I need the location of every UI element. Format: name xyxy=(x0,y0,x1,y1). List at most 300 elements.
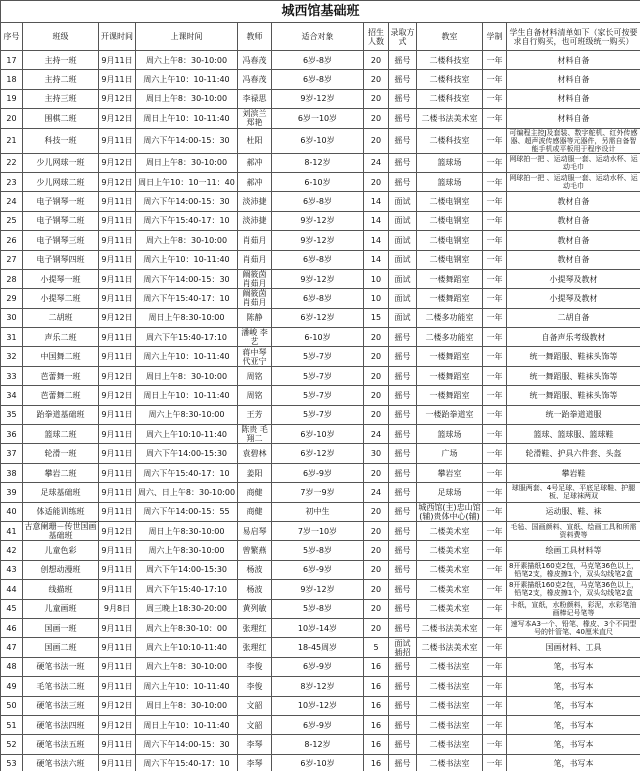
cell-schedule: 周六上午10：10-11:40 xyxy=(136,677,238,696)
cell-index: 23 xyxy=(1,172,23,191)
cell-class: 体适能训练班 xyxy=(23,502,99,521)
cell-age-range: 9岁-12岁 xyxy=(272,89,364,108)
cell-classroom: 二楼电钢室 xyxy=(417,250,483,269)
table-row xyxy=(1,386,640,405)
table-row xyxy=(1,308,640,327)
cell-schedule: 周六上午8：30-10:00 xyxy=(136,231,238,250)
table-row xyxy=(1,109,640,128)
cell-age-range: 5岁-7岁 xyxy=(272,366,364,385)
cell-duration: 一年 xyxy=(483,128,507,153)
cell-index: 28 xyxy=(1,269,23,288)
cell-age-range: 10岁-14岁 xyxy=(272,618,364,637)
cell-duration: 一年 xyxy=(483,70,507,89)
cell-age-range: 6岁-9岁 xyxy=(272,715,364,734)
cell-teacher: 姜阳 xyxy=(238,463,272,482)
cell-classroom: 广场 xyxy=(417,444,483,463)
table-row xyxy=(1,541,640,560)
cell-schedule: 周六上午8:30-10：00 xyxy=(136,618,238,637)
header-duration: 学制 xyxy=(483,23,507,51)
cell-index: 21 xyxy=(1,128,23,153)
cell-duration: 一年 xyxy=(483,51,507,70)
cell-class: 声乐二班 xyxy=(23,328,99,347)
cell-schedule: 周六下午14:00-15：30 xyxy=(136,128,238,153)
cell-class: 硬笔书法三班 xyxy=(23,696,99,715)
cell-teacher: 杨波 xyxy=(238,560,272,579)
cell-duration: 一年 xyxy=(483,638,507,657)
table-title: 城西馆基础班 xyxy=(1,1,640,23)
cell-class: 主持一班 xyxy=(23,51,99,70)
cell-materials: 球服两套、4号足球、平底足球鞋、护腿板、足球袜两双 xyxy=(507,483,640,502)
cell-index: 25 xyxy=(1,211,23,230)
table-body xyxy=(1,51,640,771)
cell-schedule: 周六下午14:00-15：30 xyxy=(136,735,238,754)
cell-enrollment: 20 xyxy=(364,70,389,89)
table-row xyxy=(1,51,640,70)
cell-schedule: 周三晚上18:30-20:00 xyxy=(136,599,238,618)
cell-start-date: 9月11日 xyxy=(99,405,136,424)
cell-start-date: 9月11日 xyxy=(99,128,136,153)
cell-materials: 笔，书写本 xyxy=(507,715,640,734)
cell-duration: 一年 xyxy=(483,308,507,327)
cell-start-date: 9月12日 xyxy=(99,386,136,405)
cell-classroom: 二楼美术室 xyxy=(417,599,483,618)
cell-materials: 卡纸，宣纸，水粉颜料，彩泥，水彩笔油画棒记号笔等 xyxy=(507,599,640,618)
cell-classroom: 篮球场 xyxy=(417,425,483,444)
cell-enrollment: 14 xyxy=(364,250,389,269)
cell-enrollment: 20 xyxy=(364,521,389,540)
cell-teacher: 王芳 xyxy=(238,405,272,424)
cell-class: 硬笔书法一班 xyxy=(23,657,99,676)
cell-schedule: 周日上午8：30-10:00 xyxy=(136,89,238,108)
cell-materials: 国画材料、工具 xyxy=(507,638,640,657)
cell-class: 攀岩二班 xyxy=(23,463,99,482)
table-row xyxy=(1,269,640,288)
cell-index: 47 xyxy=(1,638,23,657)
table-row xyxy=(1,405,640,424)
cell-index: 49 xyxy=(1,677,23,696)
cell-classroom: 二楼书法室 xyxy=(417,735,483,754)
cell-classroom: 二楼书法室 xyxy=(417,715,483,734)
cell-teacher: 李俊 xyxy=(238,657,272,676)
cell-enrollment: 20 xyxy=(364,386,389,405)
cell-index: 43 xyxy=(1,560,23,579)
cell-teacher: 潘峻 李艺 xyxy=(238,328,272,347)
cell-index: 40 xyxy=(1,502,23,521)
cell-admission: 摇号 xyxy=(389,463,417,482)
cell-materials: 笔，书写本 xyxy=(507,735,640,754)
table-row xyxy=(1,250,640,269)
cell-index: 44 xyxy=(1,580,23,599)
cell-teacher: 文韶 xyxy=(238,696,272,715)
cell-schedule: 周六上午10：10-11:40 xyxy=(136,347,238,366)
cell-age-range: 8岁-12岁 xyxy=(272,677,364,696)
cell-classroom: 一楼跆拳道室 xyxy=(417,405,483,424)
cell-materials: 材料自备 xyxy=(507,109,640,128)
cell-classroom: 二楼科技室 xyxy=(417,51,483,70)
header-age-range: 适合对象 xyxy=(272,23,364,51)
cell-schedule: 周六下午14:00-15：30 xyxy=(136,192,238,211)
cell-age-range: 7岁一10岁 xyxy=(272,521,364,540)
cell-index: 33 xyxy=(1,366,23,385)
cell-schedule: 周日上午10：10一11：40 xyxy=(136,172,238,191)
cell-class: 主持二班 xyxy=(23,70,99,89)
cell-enrollment: 16 xyxy=(364,696,389,715)
cell-index: 39 xyxy=(1,483,23,502)
cell-duration: 一年 xyxy=(483,502,507,521)
cell-materials: 运动服、鞋、袜 xyxy=(507,502,640,521)
cell-classroom: 二楼多功能室 xyxy=(417,328,483,347)
cell-materials: 绘画工具材料等 xyxy=(507,541,640,560)
cell-admission: 摇号 xyxy=(389,618,417,637)
cell-enrollment: 5 xyxy=(364,638,389,657)
cell-age-range: 6岁-10岁 xyxy=(272,754,364,771)
cell-duration: 一年 xyxy=(483,192,507,211)
cell-classroom: 一楼舞蹈室 xyxy=(417,347,483,366)
cell-classroom: 二楼科技室 xyxy=(417,128,483,153)
cell-enrollment: 20 xyxy=(364,109,389,128)
cell-class: 电子钢琴三班 xyxy=(23,231,99,250)
header-admission: 录取方式 xyxy=(389,23,417,51)
cell-materials: 网球拍一把 、运动服一套、运动水杯、运动毛巾 xyxy=(507,153,640,172)
cell-enrollment: 16 xyxy=(364,657,389,676)
cell-start-date: 9月8日 xyxy=(99,599,136,618)
table-row xyxy=(1,521,640,540)
cell-classroom: 一楼舞蹈室 xyxy=(417,366,483,385)
cell-materials: 小提琴及教材 xyxy=(507,289,640,308)
cell-admission: 摇号 xyxy=(389,386,417,405)
cell-start-date: 9月11日 xyxy=(99,231,136,250)
cell-age-range: 初中生 xyxy=(272,502,364,521)
cell-age-range: 6岁-8岁 xyxy=(272,250,364,269)
cell-materials: 网球拍一把 、运动服一套、运动水杯、运动毛巾 xyxy=(507,172,640,191)
cell-teacher: 陈静 xyxy=(238,308,272,327)
cell-class: 硬笔书法六班 xyxy=(23,754,99,771)
cell-start-date: 9月11日 xyxy=(99,677,136,696)
cell-enrollment: 20 xyxy=(364,128,389,153)
cell-admission: 面试 xyxy=(389,250,417,269)
cell-materials: 速写本A3一个、铅笔、橡皮、3个不同型号的针管笔、40厘米直尺 xyxy=(507,618,640,637)
cell-start-date: 9月11日 xyxy=(99,541,136,560)
cell-admission: 摇号 xyxy=(389,580,417,599)
cell-materials: 小提琴及教材 xyxy=(507,269,640,288)
cell-schedule: 周日上午8：30-10:00 xyxy=(136,366,238,385)
table-row xyxy=(1,289,640,308)
cell-classroom: 二楼书法室 xyxy=(417,696,483,715)
cell-admission: 摇号 xyxy=(389,153,417,172)
cell-class: 电子钢琴一班 xyxy=(23,192,99,211)
cell-age-range: 6岁一10岁 xyxy=(272,109,364,128)
table-row xyxy=(1,638,640,657)
cell-class: 国画二班 xyxy=(23,638,99,657)
cell-duration: 一年 xyxy=(483,386,507,405)
cell-duration: 一年 xyxy=(483,599,507,618)
cell-enrollment: 20 xyxy=(364,463,389,482)
cell-duration: 一年 xyxy=(483,328,507,347)
cell-enrollment: 20 xyxy=(364,580,389,599)
cell-admission: 摇号 xyxy=(389,599,417,618)
table-row xyxy=(1,618,640,637)
cell-admission: 面试 xyxy=(389,308,417,327)
cell-schedule: 周日上午10：10-11:40 xyxy=(136,386,238,405)
cell-start-date: 9月11日 xyxy=(99,502,136,521)
cell-materials: 统一舞蹈服、鞋袜头饰等 xyxy=(507,386,640,405)
cell-index: 41 xyxy=(1,521,23,540)
cell-materials: 教材自备 xyxy=(507,231,640,250)
cell-duration: 一年 xyxy=(483,618,507,637)
cell-schedule: 周六下午14:00-15:30 xyxy=(136,560,238,579)
cell-index: 29 xyxy=(1,289,23,308)
cell-index: 50 xyxy=(1,696,23,715)
cell-materials: 统一舞蹈服、鞋袜头饰等 xyxy=(507,347,640,366)
cell-classroom: 二楼电钢室 xyxy=(417,192,483,211)
cell-class: 国画一班 xyxy=(23,618,99,637)
cell-enrollment: 10 xyxy=(364,289,389,308)
cell-admission: 摇号 xyxy=(389,172,417,191)
cell-schedule: 周六下午14:00-15:30 xyxy=(136,444,238,463)
cell-classroom: 篮球场 xyxy=(417,172,483,191)
cell-classroom: 二楼多功能室 xyxy=(417,308,483,327)
cell-start-date: 9月11日 xyxy=(99,444,136,463)
cell-enrollment: 20 xyxy=(364,599,389,618)
cell-materials: 可编程主控J及套装、数字舵机、红外传感器、超声波传感器等元器件，另需自备智能手机或平板用于程序设计 xyxy=(507,128,640,153)
cell-start-date: 9月12日 xyxy=(99,521,136,540)
cell-admission: 摇号 xyxy=(389,735,417,754)
cell-materials: 笔，书写本 xyxy=(507,754,640,771)
cell-teacher: 周铭 xyxy=(238,366,272,385)
cell-index: 20 xyxy=(1,109,23,128)
cell-duration: 一年 xyxy=(483,211,507,230)
cell-admission: 面试 xyxy=(389,231,417,250)
cell-start-date: 9月11日 xyxy=(99,463,136,482)
cell-teacher: 冯春茂 xyxy=(238,51,272,70)
cell-teacher: 杨波 xyxy=(238,580,272,599)
table-row xyxy=(1,444,640,463)
header-class: 班级 xyxy=(23,23,99,51)
cell-class: 芭蕾舞二班 xyxy=(23,386,99,405)
cell-enrollment: 20 xyxy=(364,618,389,637)
cell-start-date: 9月11日 xyxy=(99,192,136,211)
cell-classroom: 二楼书法美术室 xyxy=(417,638,483,657)
cell-duration: 一年 xyxy=(483,366,507,385)
table-row xyxy=(1,696,640,715)
cell-teacher: 肖茹月 xyxy=(238,250,272,269)
cell-class: 硬笔书法四班 xyxy=(23,715,99,734)
cell-enrollment: 24 xyxy=(364,425,389,444)
cell-schedule: 周日上午10：10-11:40 xyxy=(136,715,238,734)
cell-class: 电子钢琴二班 xyxy=(23,211,99,230)
cell-teacher: 李俊 xyxy=(238,677,272,696)
cell-start-date: 9月11日 xyxy=(99,425,136,444)
table-row xyxy=(1,70,640,89)
cell-class: 芭蕾舞一班 xyxy=(23,366,99,385)
cell-start-date: 9月11日 xyxy=(99,70,136,89)
cell-start-date: 9月11日 xyxy=(99,211,136,230)
cell-class: 毛笔书法二班 xyxy=(23,677,99,696)
cell-duration: 一年 xyxy=(483,677,507,696)
cell-enrollment: 20 xyxy=(364,502,389,521)
cell-admission: 摇号 xyxy=(389,715,417,734)
cell-duration: 一年 xyxy=(483,754,507,771)
cell-age-range: 9岁-12岁 xyxy=(272,580,364,599)
cell-admission: 摇号 xyxy=(389,366,417,385)
cell-index: 22 xyxy=(1,153,23,172)
cell-classroom: 二楼书法美术室 xyxy=(417,109,483,128)
cell-duration: 一年 xyxy=(483,657,507,676)
cell-materials: 轮滑鞋、护具六件套、头盔 xyxy=(507,444,640,463)
cell-classroom: 二楼书法室 xyxy=(417,657,483,676)
cell-schedule: 周日上午8:30-10:00 xyxy=(136,308,238,327)
cell-class: 足球基础班 xyxy=(23,483,99,502)
cell-enrollment: 14 xyxy=(364,211,389,230)
table-row xyxy=(1,366,640,385)
cell-teacher: 商健 xyxy=(238,502,272,521)
cell-enrollment: 20 xyxy=(364,51,389,70)
cell-start-date: 9月11日 xyxy=(99,657,136,676)
cell-start-date: 9月12日 xyxy=(99,715,136,734)
cell-teacher: 杜阳 xyxy=(238,128,272,153)
cell-duration: 一年 xyxy=(483,560,507,579)
cell-start-date: 9月11日 xyxy=(99,735,136,754)
cell-duration: 一年 xyxy=(483,483,507,502)
cell-age-range: 6岁-8岁 xyxy=(272,192,364,211)
cell-admission: 摇号 xyxy=(389,541,417,560)
cell-schedule: 周六下午14:00-15：30 xyxy=(136,269,238,288)
cell-enrollment: 10 xyxy=(364,269,389,288)
cell-teacher: 文韶 xyxy=(238,715,272,734)
cell-classroom: 一楼舞蹈室 xyxy=(417,269,483,288)
cell-class: 科技一班 xyxy=(23,128,99,153)
cell-enrollment: 20 xyxy=(364,172,389,191)
cell-teacher: 郝冲 xyxy=(238,172,272,191)
cell-duration: 一年 xyxy=(483,715,507,734)
cell-materials: 攀岩鞋 xyxy=(507,463,640,482)
cell-age-range: 6岁-8岁 xyxy=(272,70,364,89)
cell-index: 30 xyxy=(1,308,23,327)
cell-start-date: 9月12日 xyxy=(99,153,136,172)
cell-enrollment: 14 xyxy=(364,231,389,250)
cell-teacher: 陈贵 毛翔二 xyxy=(238,425,272,444)
cell-admission: 摇号 xyxy=(389,502,417,521)
cell-schedule: 周六下午15:40-17：10 xyxy=(136,754,238,771)
cell-teacher: 肖茹月 xyxy=(238,231,272,250)
cell-enrollment: 20 xyxy=(364,405,389,424)
cell-class: 轮滑一班 xyxy=(23,444,99,463)
cell-classroom: 二楼书法美术室 xyxy=(417,618,483,637)
cell-teacher: 黄列敏 xyxy=(238,599,272,618)
table-row xyxy=(1,754,640,771)
cell-materials: 毛毡、国画颜料、宣纸、绘画工具和所需资料费等 xyxy=(507,521,640,540)
cell-classroom: 二楼美术室 xyxy=(417,580,483,599)
cell-classroom: 足球场 xyxy=(417,483,483,502)
cell-start-date: 9月11日 xyxy=(99,289,136,308)
cell-class: 创想动漫班 xyxy=(23,560,99,579)
cell-duration: 一年 xyxy=(483,289,507,308)
cell-admission: 摇号 xyxy=(389,128,417,153)
cell-age-range: 6岁-12岁 xyxy=(272,444,364,463)
cell-duration: 一年 xyxy=(483,521,507,540)
cell-index: 31 xyxy=(1,328,23,347)
header-row xyxy=(1,23,640,51)
cell-enrollment: 20 xyxy=(364,89,389,108)
cell-admission: 面试 xyxy=(389,211,417,230)
cell-classroom: 攀岩室 xyxy=(417,463,483,482)
cell-schedule: 周六下午15:40-17：10 xyxy=(136,289,238,308)
cell-duration: 一年 xyxy=(483,541,507,560)
cell-index: 35 xyxy=(1,405,23,424)
table-row xyxy=(1,347,640,366)
cell-schedule: 周日上午8：30-10:00 xyxy=(136,696,238,715)
cell-class: 中国舞二班 xyxy=(23,347,99,366)
cell-age-range: 8-12岁 xyxy=(272,153,364,172)
cell-duration: 一年 xyxy=(483,463,507,482)
cell-teacher: 阚筱茵 肖茹月 xyxy=(238,269,272,288)
cell-age-range: 9岁-12岁 xyxy=(272,211,364,230)
table-row xyxy=(1,231,640,250)
cell-schedule: 周六下午15:40-17：10 xyxy=(136,211,238,230)
cell-teacher: 蒋中琴 代亚宁 xyxy=(238,347,272,366)
cell-teacher: 李琴 xyxy=(238,735,272,754)
header-materials: 学生自备材料清单如下（家长可按要求自行购买，也可班级统一购买） xyxy=(507,23,640,51)
cell-duration: 一年 xyxy=(483,735,507,754)
cell-index: 36 xyxy=(1,425,23,444)
cell-duration: 一年 xyxy=(483,444,507,463)
cell-admission: 摇号 xyxy=(389,328,417,347)
cell-age-range: 6-10岁 xyxy=(272,328,364,347)
cell-duration: 一年 xyxy=(483,172,507,191)
cell-age-range: 5岁-8岁 xyxy=(272,599,364,618)
cell-enrollment: 16 xyxy=(364,735,389,754)
cell-admission: 摇号 xyxy=(389,89,417,108)
cell-classroom: 一楼舞蹈室 xyxy=(417,289,483,308)
cell-schedule: 周六上午8:30-10:00 xyxy=(136,405,238,424)
cell-age-range: 8-12岁 xyxy=(272,735,364,754)
cell-start-date: 9月11日 xyxy=(99,51,136,70)
cell-teacher: 淡沛捷 xyxy=(238,211,272,230)
cell-admission: 摇号 xyxy=(389,109,417,128)
cell-age-range: 6-10岁 xyxy=(272,172,364,191)
cell-index: 46 xyxy=(1,618,23,637)
cell-schedule: 周六下午14:00-15：55 xyxy=(136,502,238,521)
cell-duration: 一年 xyxy=(483,109,507,128)
cell-teacher: 淡沛捷 xyxy=(238,192,272,211)
table-row xyxy=(1,560,640,579)
cell-classroom: 二楼科技室 xyxy=(417,89,483,108)
cell-classroom: 二楼电钢室 xyxy=(417,211,483,230)
cell-materials: 材料自备 xyxy=(507,89,640,108)
table-row xyxy=(1,599,640,618)
cell-start-date: 9月12日 xyxy=(99,696,136,715)
cell-schedule: 周六下午15:40-17：10 xyxy=(136,463,238,482)
cell-teacher: 李禄思 xyxy=(238,89,272,108)
cell-teacher: 冯春茂 xyxy=(238,70,272,89)
cell-start-date: 9月11日 xyxy=(99,580,136,599)
table-row xyxy=(1,483,640,502)
header-teacher: 教师 xyxy=(238,23,272,51)
cell-teacher: 阚筱茵 肖茹月 xyxy=(238,289,272,308)
cell-schedule: 周日上午8:30-10:00 xyxy=(136,521,238,540)
cell-enrollment: 20 xyxy=(364,347,389,366)
header-index: 序号 xyxy=(1,23,23,51)
cell-index: 24 xyxy=(1,192,23,211)
cell-materials: 教材自备 xyxy=(507,192,640,211)
cell-enrollment: 16 xyxy=(364,715,389,734)
cell-index: 32 xyxy=(1,347,23,366)
cell-age-range: 6岁-9岁 xyxy=(272,463,364,482)
cell-schedule: 周六、日上午8：30-10:00 xyxy=(136,483,238,502)
cell-age-range: 6岁-12岁 xyxy=(272,308,364,327)
table-row xyxy=(1,89,640,108)
cell-duration: 一年 xyxy=(483,250,507,269)
